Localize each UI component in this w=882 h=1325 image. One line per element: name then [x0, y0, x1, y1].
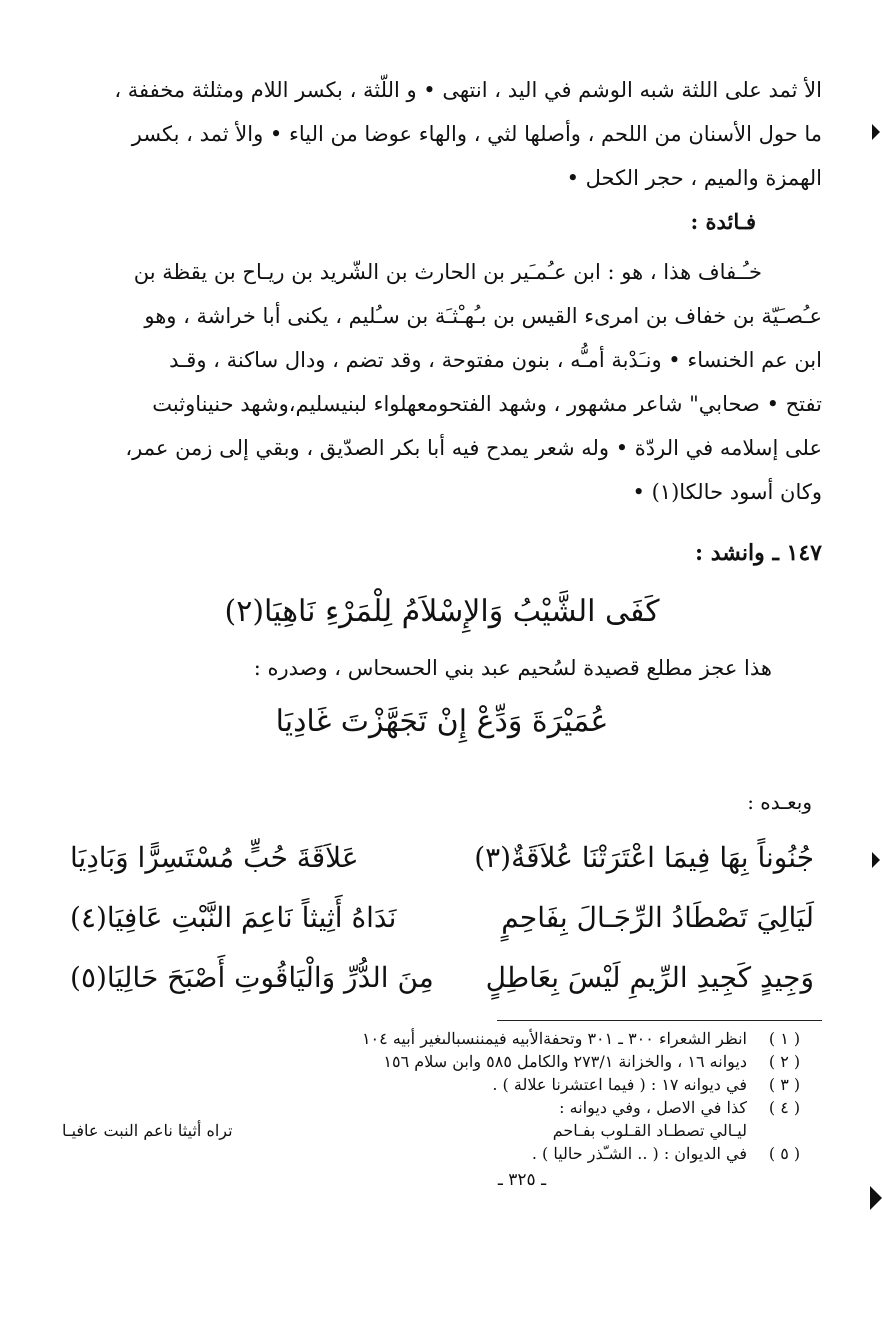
footnote — [62, 1050, 822, 1073]
text-line: عـُصـَيّة بن خفاف بن امرىء القيس بن بـُهـْثـَة بن سـُليم ، يكنى أبا خراشة ، وهو — [144, 304, 822, 328]
footnotes — [62, 1027, 822, 1165]
page-number: ـ ٣٢٥ ـ — [497, 1170, 547, 1190]
text-line: الأ ثمد على اللثة شبه الوشم في اليد ، انتهى • و اللّثة ، بكسر اللام ومثلثة مخففة ، — [114, 78, 822, 102]
footnote-verse — [62, 1119, 822, 1142]
section-number: ١٤٧ ـ وانشد : — [694, 540, 822, 566]
hemistich-left: نَدَاهُ أَثِيثاً نَاعِمَ النَّبْتِ عَافِيَا(٤) — [70, 901, 397, 934]
text-line: تفتح • صحابي" شاعر مشهور ، وشهد الفتحومعهلواء لبنيسليم،وشهد حنيناوثبت — [152, 392, 822, 416]
footnote — [62, 1073, 822, 1096]
footnote-number: ( ٢ ) — [768, 1052, 801, 1071]
hemistich-right: لَيَالِيَ تَصْطَادُ الرِّجَـالَ بِفَاحِمٍ — [501, 901, 814, 934]
footnote-text: في الديوان : ( .. الشـّذر حاليا ) . — [531, 1144, 747, 1163]
footnote — [62, 1027, 822, 1050]
section-heading: فـائدة : — [690, 209, 756, 234]
biography-paragraph — [62, 250, 822, 514]
margin-mark-icon — [872, 852, 880, 868]
footnote — [62, 1096, 822, 1119]
text-line: ما حول الأسنان من اللحم ، وأصلها لثي ، والهاء عوضا من الياء • والأ ثمد ، بكسر — [131, 122, 822, 146]
footnote-text: ديوانه ١٦ ، والخزانة ٢٧٣/١ والكامل ٥٨٥ وابن سلام ١٥٦ — [383, 1052, 747, 1071]
text-line: وكان أسود حالكا(١) • — [632, 480, 822, 504]
intro-paragraph — [62, 68, 822, 200]
hemistich-right: وَجِيدٍ كَجِيدِ الرِّيمِ لَيْسَ بِعَاطِلٍ — [485, 961, 814, 994]
after-label: وبعـده : — [747, 790, 812, 814]
hemistich-left: مِنَ الدُّرِّ وَالْيَاقُوتِ أَصْبَحَ حَالِيَا(٥) — [70, 961, 434, 994]
couplet — [62, 828, 822, 888]
footnote-verse-right: ليـالي تصطـاد القـلوب بفـاحم — [552, 1121, 747, 1140]
text-line: الهمزة والميم ، حجر الكحل • — [566, 166, 822, 190]
document-page — [62, 68, 822, 1193]
couplet — [62, 888, 822, 948]
footnote-text: في ديوانه ١٧ : ( فيما اعتشرنا علالة ) . — [492, 1075, 747, 1094]
margin-mark-icon — [872, 124, 880, 140]
footnote — [62, 1142, 822, 1165]
footnote-verse-left: تراه أثيثا ناعم النبت عافيـا — [62, 1121, 233, 1140]
footnote-number: ( ٥ ) — [768, 1144, 801, 1163]
main-verse: كَفَى الشَّيْبُ وَالإِسْلاَمُ لِلْمَرْءِ نَاهِيَا(٢) — [224, 594, 660, 629]
first-hemistich: عُمَيْرَةَ وَدِّعْ إِنْ تَجَهَّزْتَ غَادِيَا — [275, 704, 609, 739]
text-line: ابن عم الخنساء • ونـَدْبة أمـُّه ، بنون مفتوحة ، وقد تضم ، ودال ساكنة ، وقـد — [169, 348, 822, 372]
text-line: خـُـفاف هذا ، هو : ابن عـُمـَير بن الحارث بن الشّريد بن ريـاح بن يقظة بن — [133, 260, 762, 284]
footnote-text: كذا في الاصل ، وفي ديوانه : — [559, 1098, 747, 1117]
footnote-divider — [497, 1020, 822, 1021]
margin-mark-icon — [870, 1186, 882, 1210]
verse-explanation: هذا عجز مطلع قصيدة لسُحيم عبد بني الحسحاس ، وصدره : — [253, 656, 772, 680]
hemistich-left: عَلاَقَةَ حُبٍّ مُسْتَسِرًّا وَبَادِيَا — [70, 841, 359, 874]
footnote-text: انظر الشعراء ٣٠٠ ـ ٣٠١ وتحفةالأبيه فيمننسبالىغير أبيه ١٠٤ — [361, 1029, 747, 1048]
footnote-number: ( ٣ ) — [768, 1075, 801, 1094]
hemistich-right: جُنُوناً بِهَا فِيمَا اعْتَرَتْنَا عُلاَقَةٌ(٣) — [474, 841, 814, 874]
text-line: على إسلامه في الردّة • وله شعر يمدح فيه أبا بكر الصدّيق ، وبقي إلى زمن عمر، — [125, 436, 822, 460]
couplet — [62, 948, 822, 1008]
poem-couplets — [62, 828, 822, 1008]
footnote-number: ( ٤ ) — [768, 1098, 801, 1117]
footnote-number: ( ١ ) — [768, 1029, 801, 1048]
